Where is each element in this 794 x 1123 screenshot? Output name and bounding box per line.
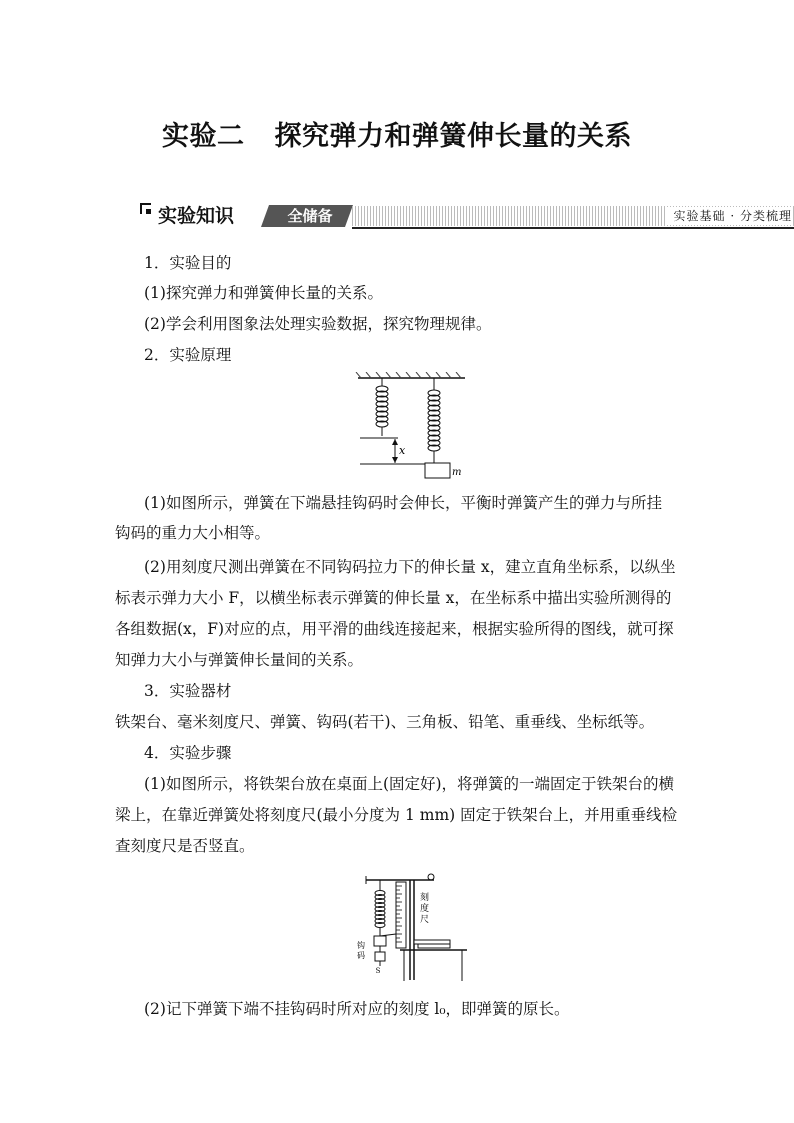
heading-equipment: 3．实验器材 (144, 682, 232, 700)
page-title: 实验二 探究弹力和弹簧伸长量的关系 (162, 121, 632, 152)
apparatus-figure (352, 868, 472, 988)
section-tag: 全储备 (287, 207, 333, 225)
heading-principle: 2．实验原理 (144, 346, 232, 364)
heading-purpose: 1．实验目的 (144, 254, 232, 272)
corner-mark-icon (140, 203, 151, 214)
section-subtitle: 实验基础 · 分类梳理 (666, 207, 792, 225)
paragraph: 铁架台、毫米刻度尺、弹簧、钩码(若干)、三角板、铅笔、重垂线、坐标纸等。 (115, 713, 655, 731)
svg-text:m: m (452, 467, 462, 478)
paragraph: 梁上，在靠近弹簧处将刻度尺(最小分度为 1 mm) 固定于铁架台上，并用重垂线检 (115, 806, 678, 824)
svg-text:钩: 钩 (357, 941, 365, 950)
section-title: 实验知识 (158, 205, 235, 227)
paragraph: (2)用刻度尺测出弹簧在不同钩码拉力下的伸长量 x，建立直角坐标系，以纵坐 (144, 558, 676, 576)
svg-text:刻: 刻 (420, 893, 430, 903)
spring-principle-figure (355, 372, 470, 480)
paragraph: 钩码的重力大小相等。 (115, 524, 271, 542)
paragraph: (2)学会利用图象法处理实验数据，探究物理规律。 (144, 315, 492, 333)
section-header (140, 203, 794, 229)
paragraph: (2)记下弹簧下端不挂钩码时所对应的刻度 l₀，即弹簧的原长。 (144, 1000, 570, 1018)
paragraph: 查刻度尺是否竖直。 (115, 837, 255, 855)
paragraph: 标表示弹力大小 F，以横坐标表示弹簧的伸长量 x，在坐标系中描出实验所测得的 (115, 589, 672, 607)
svg-text:尺: 尺 (420, 915, 430, 925)
paragraph: (1)探究弹力和弹簧伸长量的关系。 (144, 284, 383, 302)
svg-text:S: S (375, 967, 381, 975)
section-underline (352, 227, 794, 229)
svg-text:x: x (399, 444, 406, 457)
paragraph: 各组数据(x，F)对应的点，用平滑的曲线连接起来，根据实验所得的图线，就可探 (115, 620, 674, 638)
svg-text:码: 码 (357, 951, 365, 960)
paragraph: (1)如图所示，将铁架台放在桌面上(固定好)，将弹簧的一端固定于铁架台的横 (144, 775, 675, 793)
heading-steps: 4．实验步骤 (144, 744, 232, 762)
paragraph: (1)如图所示，弹簧在下端悬挂钩码时会伸长，平衡时弹簧产生的弹力与所挂 (144, 494, 662, 512)
paragraph: 知弹力大小与弹簧伸长量间的关系。 (115, 651, 364, 669)
svg-text:度: 度 (420, 904, 430, 914)
